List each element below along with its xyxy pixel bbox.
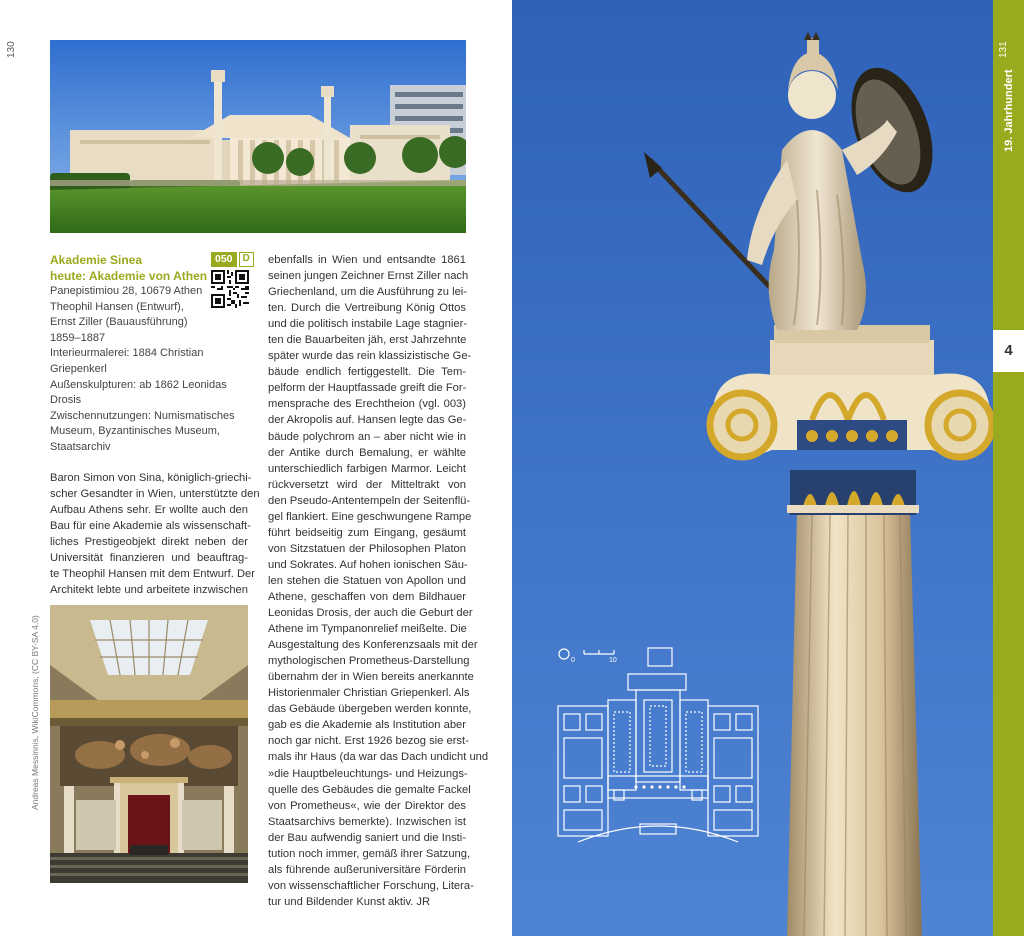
text-line: gab es die Akademie als Institution aber xyxy=(268,719,466,732)
text-line: von Prometheus«, wie der Direktor des xyxy=(268,799,466,812)
text-line: ebenfalls in Wien und entsandte 1861 xyxy=(268,254,466,266)
meta-line: Außenskulpturen: ab 1862 Leonidas xyxy=(50,378,227,391)
text-line: »die Hauptbeleuchtungs- und Heizungs- xyxy=(268,767,468,780)
text-line: der Antike durch Bemalung, er wählte xyxy=(268,446,466,459)
entry-title-line1: Akademie Sinea xyxy=(50,253,143,267)
text-line: führt beidseitig zum Eingang, gesäumt xyxy=(268,526,466,539)
photo-credit: Andreas Messinnis, WikiCommons, (CC BY-SA 4.0) xyxy=(30,615,40,810)
text-line: pelform der Hauptfassade greift die For- xyxy=(268,382,467,395)
text-line: Staatsarchivs bemerkte). Inzwischen ist xyxy=(268,815,466,828)
page-number-left: 130 xyxy=(6,41,17,58)
meta-line: Panepistimiou 28, 10679 Athen xyxy=(50,285,203,297)
text-line: liches Prestigeobjekt direkt neben der xyxy=(50,536,248,549)
text-line: Athene, geschaffen von dem Bildhauer xyxy=(268,590,466,603)
entry-title xyxy=(50,252,207,284)
entry-letter-badge: D xyxy=(239,252,254,267)
text-line: Architekt lebte und arbeitete inzwischen xyxy=(50,584,248,597)
text-line: mensprache des Erechtheion (vgl. 003) xyxy=(268,398,466,411)
text-line: noch gar nicht. Erst 1926 bezog sie erst- xyxy=(268,735,469,748)
text-line: ten. Durch die Vertreibung König Ottos xyxy=(268,302,466,315)
meta-line: Ernst Ziller (Bauausführung) xyxy=(50,316,188,329)
text-line: Bau für eine Akademie als wissenschaft- xyxy=(50,520,251,533)
text-line: quelle des Gebäudes die gemalte Fackel xyxy=(268,783,471,796)
text-line: Universität finanzieren und beauftrag- xyxy=(50,552,248,565)
text-line: len stehen die Statuen von Apollon und xyxy=(268,574,466,587)
text-line: von wissenschaftlicher Forschung, Litera- xyxy=(268,879,474,892)
meta-line: Griepenkerl xyxy=(50,362,107,375)
text-line: scher Gesandter in Wien, unterstützte den xyxy=(50,488,260,501)
text-line: rückversetzt wird der Mitteltrakt von xyxy=(268,478,466,491)
meta-line: Museum, Byzantinisches Museum, xyxy=(50,425,220,438)
text-line: Aufbau Athens sehr. Er wollte auch den xyxy=(50,504,248,517)
text-line: übernahm der in Wien bereits anerkannte xyxy=(268,671,474,684)
floor-plan-drawing xyxy=(548,640,788,850)
body-text-column-2 xyxy=(268,252,489,910)
text-line: und Sokrates. Auf hohen ionischen Säu- xyxy=(268,558,468,571)
entry-meta xyxy=(50,284,250,456)
text-line: Historienmaler Christian Griepenkerl. Als xyxy=(268,687,470,700)
text-line: später wurde das rein klassizistische Ge- xyxy=(268,350,472,363)
text-line: den Pseudo-Antentempeln der Seitenflü- xyxy=(268,494,471,507)
text-line: unterschiedlich farbigen Marmor. Leicht xyxy=(268,462,466,475)
text-line: Athene im Tympanonrelief meißelte. Die xyxy=(268,623,467,636)
text-line: bäude endlich fertiggestellt. Die Tem- xyxy=(268,366,466,379)
chapter-tab: 4 xyxy=(993,330,1024,372)
body-text-column-1 xyxy=(50,470,260,598)
meta-line: Drosis xyxy=(50,394,82,407)
page-number-right: 131 xyxy=(998,41,1009,58)
meta-line: Interieurmalerei: 1884 Christian xyxy=(50,347,204,360)
plan-scale-zero: 0 xyxy=(571,657,575,664)
text-line: te Theophil Hansen mit dem Entwurf. Der xyxy=(50,568,255,581)
text-line: tur und Bildender Kunst aktiv. JR xyxy=(268,895,431,908)
entry-title-line2: heute: Akademie von Athen xyxy=(50,269,208,283)
text-line: Leonidas Drosis, der auch die Geburt der xyxy=(268,607,473,620)
text-line: der Akropolis auf. Hansen legte das Ge- xyxy=(268,414,467,427)
section-title: 19. Jahrhundert xyxy=(1003,69,1015,152)
text-line: Baron Simon von Sina, königlich-griechi- xyxy=(50,472,252,484)
text-line: mals ihr Haus (da war das Dach undicht und xyxy=(268,751,489,764)
text-line: der Bau aufwendig saniert und die Insti- xyxy=(268,831,466,844)
text-line: bäude polychrom an – aber nicht wie in xyxy=(268,430,466,443)
text-line: seinen jungen Zeichner Ernst Ziller nach xyxy=(268,270,469,283)
text-line: mythologischen Prometheus-Darstellung xyxy=(268,655,470,668)
entry-badge xyxy=(211,252,254,267)
text-line: tution noch immer, gemäß ihrer Satzung, xyxy=(268,847,471,860)
text-line: gel flankiert. Eine geschwungene Rampe xyxy=(268,510,472,523)
meta-line: 1859–1887 xyxy=(50,331,106,344)
meta-line: Zwischennutzungen: Numismatisches xyxy=(50,409,235,422)
meta-line: Staatsarchiv xyxy=(50,440,111,453)
text-line: Ausgestaltung des Konferenzsaals mit der xyxy=(268,639,478,652)
text-line: das Gebäude übergeben werden konnte, xyxy=(268,703,472,716)
text-line: als führende außeruniversitäre Förderin xyxy=(268,863,466,876)
plan-scale-ten: 10 xyxy=(609,657,617,664)
conference-hall-photo xyxy=(50,605,248,883)
text-line: ten die Bauarbeiten jäh, erst Jahrzehnte xyxy=(268,334,467,347)
meta-line: Theophil Hansen (Entwurf), xyxy=(50,300,184,313)
academy-exterior-photo xyxy=(50,40,466,233)
entry-number-badge: 050 xyxy=(211,252,237,267)
text-line: von Sitzstatuen der Philosophen Platon xyxy=(268,542,466,555)
text-line: und die politisch instabile Lage stagnier- xyxy=(268,318,468,331)
text-line: Griechenland, um die Ausführung zu lei- xyxy=(268,286,468,299)
